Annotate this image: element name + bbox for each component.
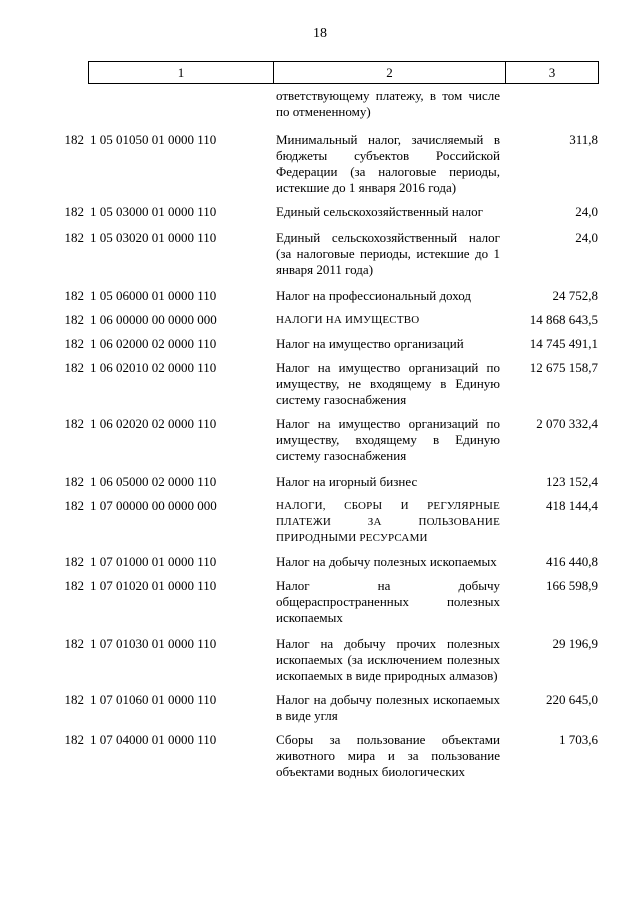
revenue-name: Единый сельскохозяйственный налог: [276, 204, 484, 219]
revenue-name: Сборы за пользование объектами животного мира и за пользование объектами водных биологических: [276, 732, 500, 779]
budget-classification-code: 1 07 01020 01 0000 110: [90, 578, 217, 593]
admin-code: 182: [64, 416, 84, 431]
amount-value: 311,8: [569, 132, 598, 147]
revenue-name: Налог на имущество организаций по имуществу, входящему в Единую систему газоснабжения: [276, 416, 500, 463]
budget-classification-code: 1 05 03000 01 0000 110: [90, 204, 217, 219]
amount-value: 220 645,0: [546, 692, 598, 707]
amount-value: 24,0: [575, 230, 598, 245]
budget-classification-code: 1 07 01060 01 0000 110: [90, 692, 217, 707]
amount-value: 2 070 332,4: [536, 416, 598, 431]
table-row: [0, 360, 640, 408]
admin-code: 182: [64, 498, 84, 513]
table-row: [0, 578, 640, 626]
page-number: 18: [313, 26, 327, 41]
amount-value: 1 703,6: [559, 732, 598, 747]
budget-classification-code: 1 06 02010 02 0000 110: [90, 360, 217, 375]
table-row: [0, 204, 640, 220]
table-row: [0, 416, 640, 464]
table-row: [0, 312, 640, 328]
budget-classification-code: 1 07 01000 01 0000 110: [90, 554, 217, 569]
revenue-name: Налог на профессиональный доход: [276, 288, 471, 303]
admin-code: 182: [64, 230, 84, 245]
table-row: [0, 230, 640, 278]
budget-classification-code: 1 07 04000 01 0000 110: [90, 732, 217, 747]
admin-code: 182: [64, 578, 84, 593]
admin-code: 182: [64, 312, 84, 327]
budget-classification-code: 1 07 00000 00 0000 000: [90, 498, 217, 513]
admin-code: 182: [64, 636, 84, 651]
revenue-name: Минимальный налог, зачисляемый в бюджеты субъектов Российской Федерации (за налоговые периоды, истекшие до 1 января 2016 года): [276, 132, 500, 195]
budget-classification-code: 1 05 06000 01 0000 110: [90, 288, 217, 303]
admin-code: 182: [64, 360, 84, 375]
amount-value: 14 745 491,1: [529, 336, 598, 351]
admin-code: 182: [64, 288, 84, 303]
amount-value: 418 144,4: [546, 498, 598, 513]
revenue-name: НАЛОГИ НА ИМУЩЕСТВО: [276, 314, 420, 326]
budget-classification-code: 1 06 05000 02 0000 110: [90, 474, 217, 489]
amount-value: 123 152,4: [546, 474, 598, 489]
table-row: [0, 692, 640, 724]
amount-value: 416 440,8: [546, 554, 598, 569]
revenue-name: Единый сельскохозяйственный налог (за налоговые периоды, истекшие до 1 января 2011 года): [276, 230, 500, 277]
amount-value: 166 598,9: [546, 578, 598, 593]
header-col-2: 2: [274, 62, 506, 83]
amount-value: 29 196,9: [552, 636, 598, 651]
table-header: [88, 61, 599, 84]
table-row: [0, 474, 640, 490]
table-row: [0, 336, 640, 352]
revenue-name: Налог на добычу полезных ископаемых: [276, 554, 497, 569]
admin-code: 182: [64, 132, 84, 147]
revenue-name: Налог на добычу полезных ископаемых в виде угля: [276, 692, 500, 723]
admin-code: 182: [64, 474, 84, 489]
table-row: [0, 554, 640, 570]
revenue-name: НАЛОГИ, СБОРЫ И РЕГУЛЯРНЫЕ ПЛАТЕЖИ ЗА ПОЛЬЗОВАНИЕ ПРИРОДНЫМИ РЕСУРСАМИ: [276, 500, 500, 544]
amount-value: 24 752,8: [552, 288, 598, 303]
amount-value: 24,0: [575, 204, 598, 219]
table-row: [0, 132, 640, 196]
table-row: [0, 498, 640, 546]
budget-classification-code: 1 06 02000 02 0000 110: [90, 336, 217, 351]
amount-value: 14 868 643,5: [529, 312, 598, 327]
admin-code: 182: [64, 692, 84, 707]
revenue-name: Налог на имущество организаций по имуществу, не входящему в Единую систему газоснабжения: [276, 360, 500, 407]
revenue-name: Налог на добычу общераспространенных полезных ископаемых: [276, 578, 500, 625]
admin-code: 182: [64, 204, 84, 219]
budget-classification-code: 1 06 00000 00 0000 000: [90, 312, 217, 327]
budget-classification-code: 1 06 02020 02 0000 110: [90, 416, 217, 431]
table-body: [0, 88, 640, 788]
budget-classification-code: 1 05 03020 01 0000 110: [90, 230, 217, 245]
admin-code: 182: [64, 554, 84, 569]
budget-classification-code: 1 05 01050 01 0000 110: [90, 132, 217, 147]
revenue-name: Налог на добычу прочих полезных ископаемых (за исключением полезных ископаемых в виде природных алмазов): [276, 636, 500, 683]
table-row: [0, 288, 640, 304]
table-row: [0, 636, 640, 684]
continuation-text: ответствующему платежу, в том числе по отмененному): [276, 88, 500, 119]
table-row: [0, 732, 640, 780]
header-col-1: 1: [89, 62, 274, 83]
revenue-name: Налог на игорный бизнес: [276, 474, 418, 489]
amount-value: 12 675 158,7: [529, 360, 598, 375]
budget-classification-code: 1 07 01030 01 0000 110: [90, 636, 217, 651]
header-col-3: 3: [548, 65, 556, 80]
admin-code: 182: [64, 732, 84, 747]
revenue-name: Налог на имущество организаций: [276, 336, 464, 351]
admin-code: 182: [64, 336, 84, 351]
continuation-row: [0, 88, 640, 120]
